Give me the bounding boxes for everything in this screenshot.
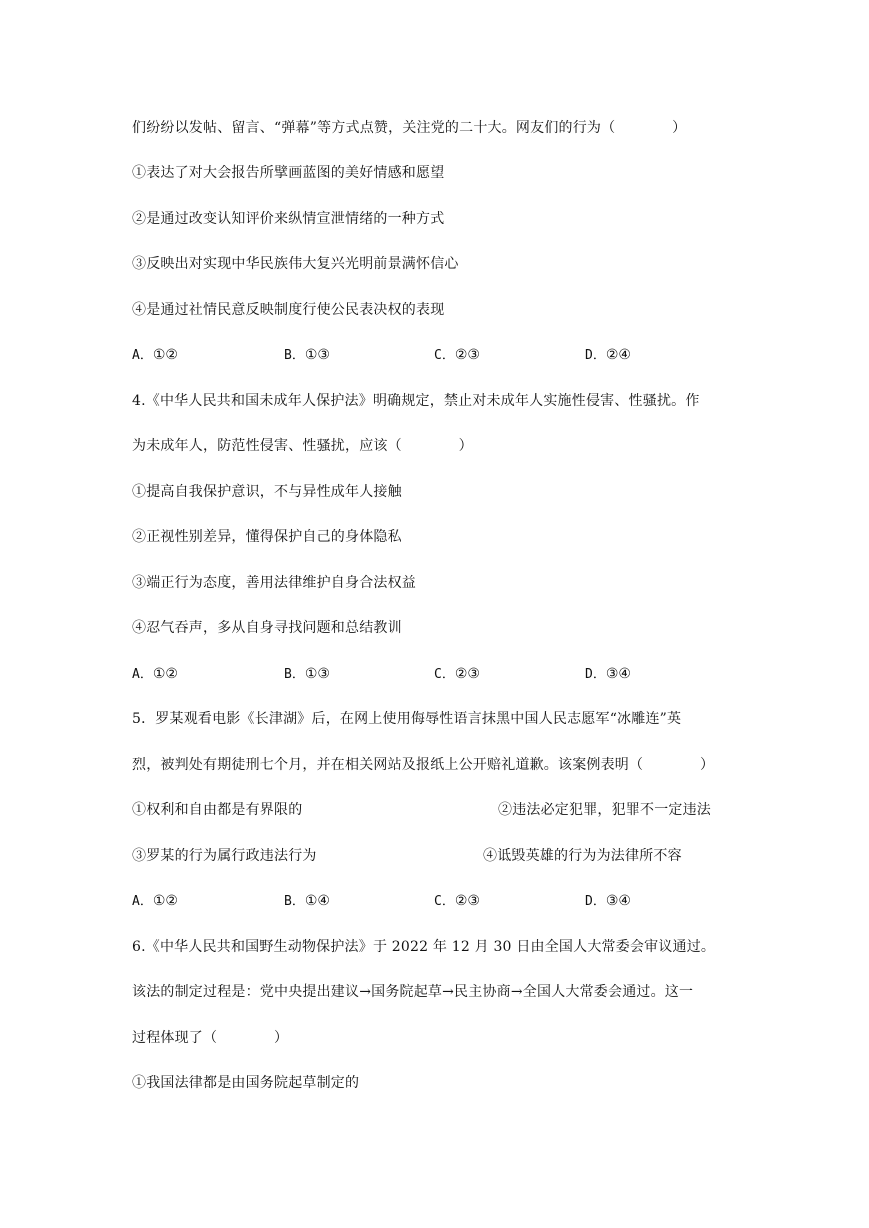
q5-item-1: ①权利和自由都是有界限的 (132, 802, 303, 818)
q4-option-c[interactable]: C．②③ (434, 666, 480, 682)
q6-stem-line-1: 6.《中华人民共和国野生动物保护法》于 2022 年 12 月 30 日由全国人大常委会审议通过。 (132, 939, 716, 955)
q4-item-3: ③端正行为态度，善用法律维护自身合法权益 (132, 575, 416, 591)
q5-option-d[interactable]: D．③④ (585, 893, 631, 909)
q5-option-b[interactable]: B．①④ (284, 893, 330, 909)
q3-option-d[interactable]: D．②④ (585, 347, 631, 363)
q3-option-a[interactable]: A．①② (132, 347, 178, 363)
q4-option-b[interactable]: B．①③ (284, 666, 330, 682)
q3-item-4: ④是通过社情民意反映制度行使公民表决权的表现 (132, 302, 445, 318)
q5-item-3: ③罗某的行为属行政违法行为 (132, 848, 317, 864)
q3-item-3: ③反映出对实现中华民族伟大复兴光明前景满怀信心 (132, 256, 459, 272)
q3-option-b[interactable]: B．①③ (284, 347, 330, 363)
q4-option-d[interactable]: D．③④ (585, 666, 631, 682)
q4-stem-line-2: 为未成年人，防范性侵害、性骚扰，应该（ ） (132, 438, 473, 454)
q5-option-a[interactable]: A．①② (132, 893, 178, 909)
q5-item-2: ②违法必定犯罪，犯罪不一定违法 (498, 802, 711, 818)
q5-stem-line-2: 烈，被判处有期徒刑七个月，并在相关网站及报纸上公开赔礼道歉。该案例表明（ ） (132, 757, 715, 773)
q5-options (132, 891, 752, 911)
q5-stem-line-1: 5．罗某观看电影《长津湖》后，在网上使用侮辱性语言抹黑中国人民志愿军“冰雕连”英 (132, 711, 682, 727)
q4-item-4: ④忍气吞声，多从自身寻找问题和总结教训 (132, 620, 402, 636)
q4-option-a[interactable]: A．①② (132, 666, 178, 682)
q6-stem-line-2: 该法的制定过程是：党中央提出建议→国务院起草→民主协商→全国人大常委会通过。这一 (132, 984, 694, 1000)
q5-item-4: ④诋毁英雄的行为为法律所不容 (483, 848, 682, 864)
q5-option-c[interactable]: C．②③ (434, 893, 480, 909)
q3-stem-continuation: 们纷纷以发帖、留言、“弹幕”等方式点赞，关注党的二十大。网友们的行为（ ） (132, 120, 687, 136)
q4-options (132, 664, 752, 684)
q3-option-c[interactable]: C．②③ (434, 347, 480, 363)
q4-item-2: ②正视性别差异，懂得保护自己的身体隐私 (132, 529, 402, 545)
q3-item-2: ②是通过改变认知评价来纵情宣泄情绪的一种方式 (132, 211, 445, 227)
q3-item-1: ①表达了对大会报告所擘画蓝图的美好情感和愿望 (132, 165, 445, 181)
q6-stem-line-3: 过程体现了（ ） (132, 1030, 289, 1046)
q3-options (132, 345, 752, 365)
q4-item-1: ①提高自我保护意识，不与异性成年人接触 (132, 484, 402, 500)
q4-stem-line-1: 4.《中华人民共和国未成年人保护法》明确规定，禁止对未成年人实施性侵害、性骚扰。作 (132, 393, 700, 409)
q6-item-1: ①我国法律都是由国务院起草制定的 (132, 1075, 360, 1091)
